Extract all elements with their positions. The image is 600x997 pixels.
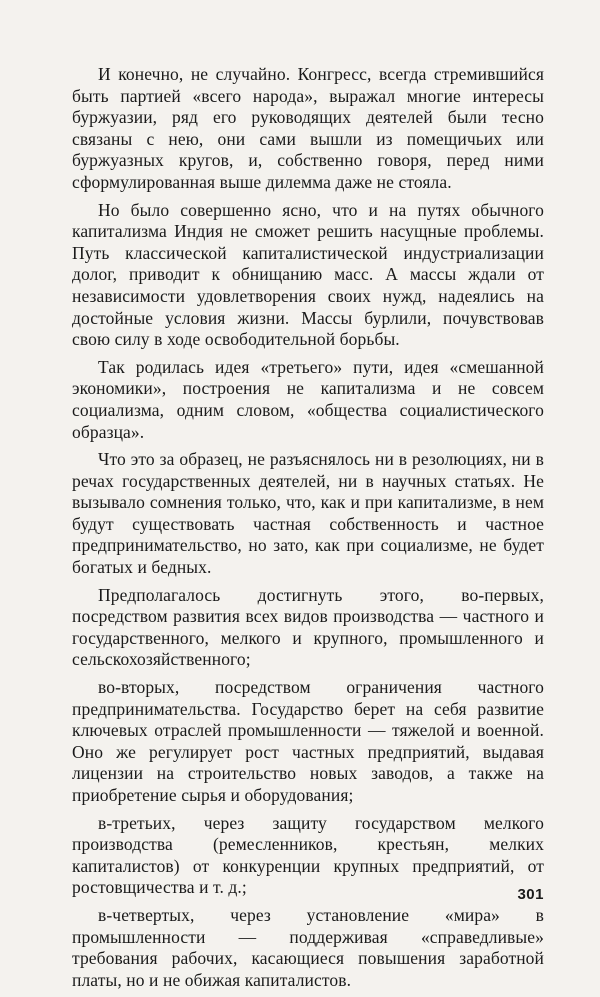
paragraph-fourthly: в-четвертых, через установление «мира» в промышленности — поддерживая «справедливые» требования рабочих, касающиеся повышения заработной платы, но и не обижая капиталистов.: [72, 904, 544, 990]
book-page: [72, 64, 544, 997]
paragraph-third-way: Так родилась идея «третьего» пути, идея «смешанной экономики», построения не капитализма и не совсем социализма, одним словом, «общества социалистического образца».: [72, 356, 544, 442]
paragraph-congress: И конечно, не случайно. Конгресс, всегда стремившийся быть партией «всего народа», выражал многие интересы буржуазии, ряд его руководящих деятелей были тесно связаны с нею, они сами вышли из помещичьих или буржуазных кругов, и, собственно говоря, перед ними сформулированная выше дилемма даже не стояла.: [72, 64, 544, 192]
paragraph-capitalism: Но было совершенно ясно, что и на путях обычного капитализма Индия не сможет решить насущные проблемы. Путь классической капиталистической индустриализации долог, приводит к обнищанию масс. А массы ждали от независимости удовлетворения своих нужд, надеялись на достойные условия жизни. Массы бурлили, почувствовав свою силу в ходе освободительной борьбы.: [72, 199, 544, 350]
paragraph-firstly: Предполагалось достигнуть этого, во-первых, посредством развития всех видов производства — частного и государственного, мелкого и крупного, промышленного и сельскохозяйственного;: [72, 584, 544, 670]
page-number: 301: [517, 886, 544, 903]
paragraph-model: Что это за образец, не разъяснялось ни в резолюциях, ни в речах государственных деятелей, ни в научных статьях. Не вызывало сомнения только, что, как и при капитализме, в нем будут существовать частная собственность и частное предпринимательство, но зато, как при социализме, не будет богатых и бедных.: [72, 449, 544, 578]
paragraph-secondly: во-вторых, посредством ограничения частного предпринимательства. Государство берет на себя развитие ключевых отраслей промышленности — тяжелой и военной. Оно же регулирует рост частных предприятий, выдавая лицензии на строительство новых заводов, а также на приобретение сырья и оборудования;: [72, 677, 544, 805]
paragraph-thirdly: в-третьих, через защиту государством мелкого производства (ремесленников, крестьян, мелких капиталистов) от конкуренции крупных предприятий, от ростовщичества и т. д.;: [72, 812, 544, 898]
